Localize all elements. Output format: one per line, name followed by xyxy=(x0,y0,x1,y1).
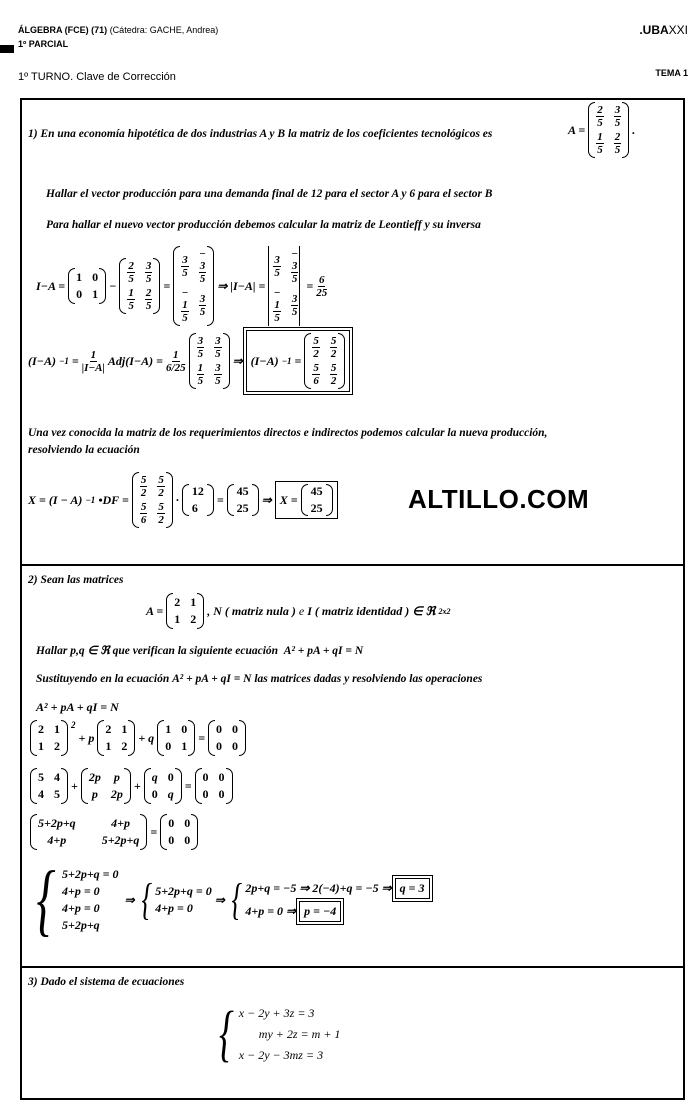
course-title: ÁLGEBRA (FCE) (71) (Cátedra: GACHE, Andrea) xyxy=(18,25,219,35)
watermark-text: ALTILLO.COM xyxy=(408,484,590,514)
p1-solution: X = (I − A) −1 •DF = 5 2 5 2 5 6 5 2 · 12 6 = 45 25 ⇒ X = 45 25 xyxy=(28,472,338,528)
turno-label: 1º TURNO. Clave de Corrección xyxy=(18,71,176,83)
p3-system: { x − 2y + 3z = 3 my + 2z = m + 1 x − 2y − 3mz = 3 xyxy=(218,1000,341,1068)
p2-step-1: 2 1 1 2 $^2$ + p 2 1 1 2 + q 1 0 0 1 = 0 0 0 0 xyxy=(30,720,246,756)
p2-task: Hallar p,q ∈ ℜ que verifican la siguiente ecuación A² + pA + qI = N xyxy=(36,645,364,657)
tema-label: TEMA 1 xyxy=(655,68,688,78)
p2-system-solution: { 5+2p+q = 0 4+p = 0 4+p = 0 5+2p+q ⇒ { 5+2p+q = 0 4+p = 0 ⇒ { 2p+q = −5 ⇒ 2(−4)+q = −5 ⇒ q = 3 4+p = 0 ⇒ p = −4 xyxy=(30,860,430,940)
p3-eq-2: my + 2z = m + 1 xyxy=(258,1026,341,1041)
p1-task: Hallar el vector producción para una demanda final de 12 para el sector A y 6 para el sector B xyxy=(46,188,493,200)
p2-statement: 2) Sean las matrices xyxy=(28,574,124,586)
p3-eq-1: x − 2y + 3z = 3 xyxy=(238,1005,315,1020)
p1-statement: 1) En una economía hipotética de dos industrias A y B la matriz de los coeficientes tecnológicos es xyxy=(28,128,493,140)
p2-step-2: 5 4 4 5 + 2p p p 2p + q 0 0 q = 0 0 0 0 xyxy=(30,768,233,804)
uba-logo: .UBAXXI xyxy=(639,23,688,37)
p2-subst: Sustituyendo en la ecuación A² + pA + qI = N las matrices dadas y resolviendo las operaciones xyxy=(36,673,483,685)
p1-matrix-A: A = 2 5 3 5 1 5 2 5 . xyxy=(568,104,636,156)
p3-statement: 3) Dado el sistema de ecuaciones xyxy=(28,976,185,988)
p1-step: Para hallar el nuevo vector producción debemos calcular la matriz de Leontieff y su inversa xyxy=(46,219,481,231)
p1-explain-2: resolviendo la ecuación xyxy=(28,444,140,456)
p2-step-3: 5+2p+q 4+p 4+p 5+2p+q = 0 0 0 0 xyxy=(30,814,198,850)
p1-explain-1: Una vez conocida la matriz de los requerimientos directos e indirectos podemos calcular la nueva producción, xyxy=(28,427,548,439)
p2-eq-line: A² + pA + qI = N xyxy=(36,700,119,714)
p2-matrices: A = 2 1 1 2 , N ( matriz nula ) e I ( matriz identidad ) ∈ ℜ 2x2 xyxy=(146,593,450,629)
p3-eq-3: x − 2y − 3mz = 3 xyxy=(238,1047,324,1062)
exam-title: 1º PARCIAL xyxy=(18,39,69,49)
p1-I-minus-A: I−A = 1 0 0 1 − 2 5 3 5 1 5 2 5 = 3 5 − 3 5 − 1 5 3 5 ⇒ |I−A| = 3 5 − 3 5 − 1 5 3 5 = 6 25 xyxy=(36,248,328,324)
p1-inverse: (I−A) −1 = 1 |I−A| Adj(I−A) = 1 6/25 3 5 3 5 1 5 3 5 ⇒ (I−A) −1 = 5 2 5 2 5 6 5 2 xyxy=(28,330,350,392)
header-block xyxy=(0,45,14,53)
